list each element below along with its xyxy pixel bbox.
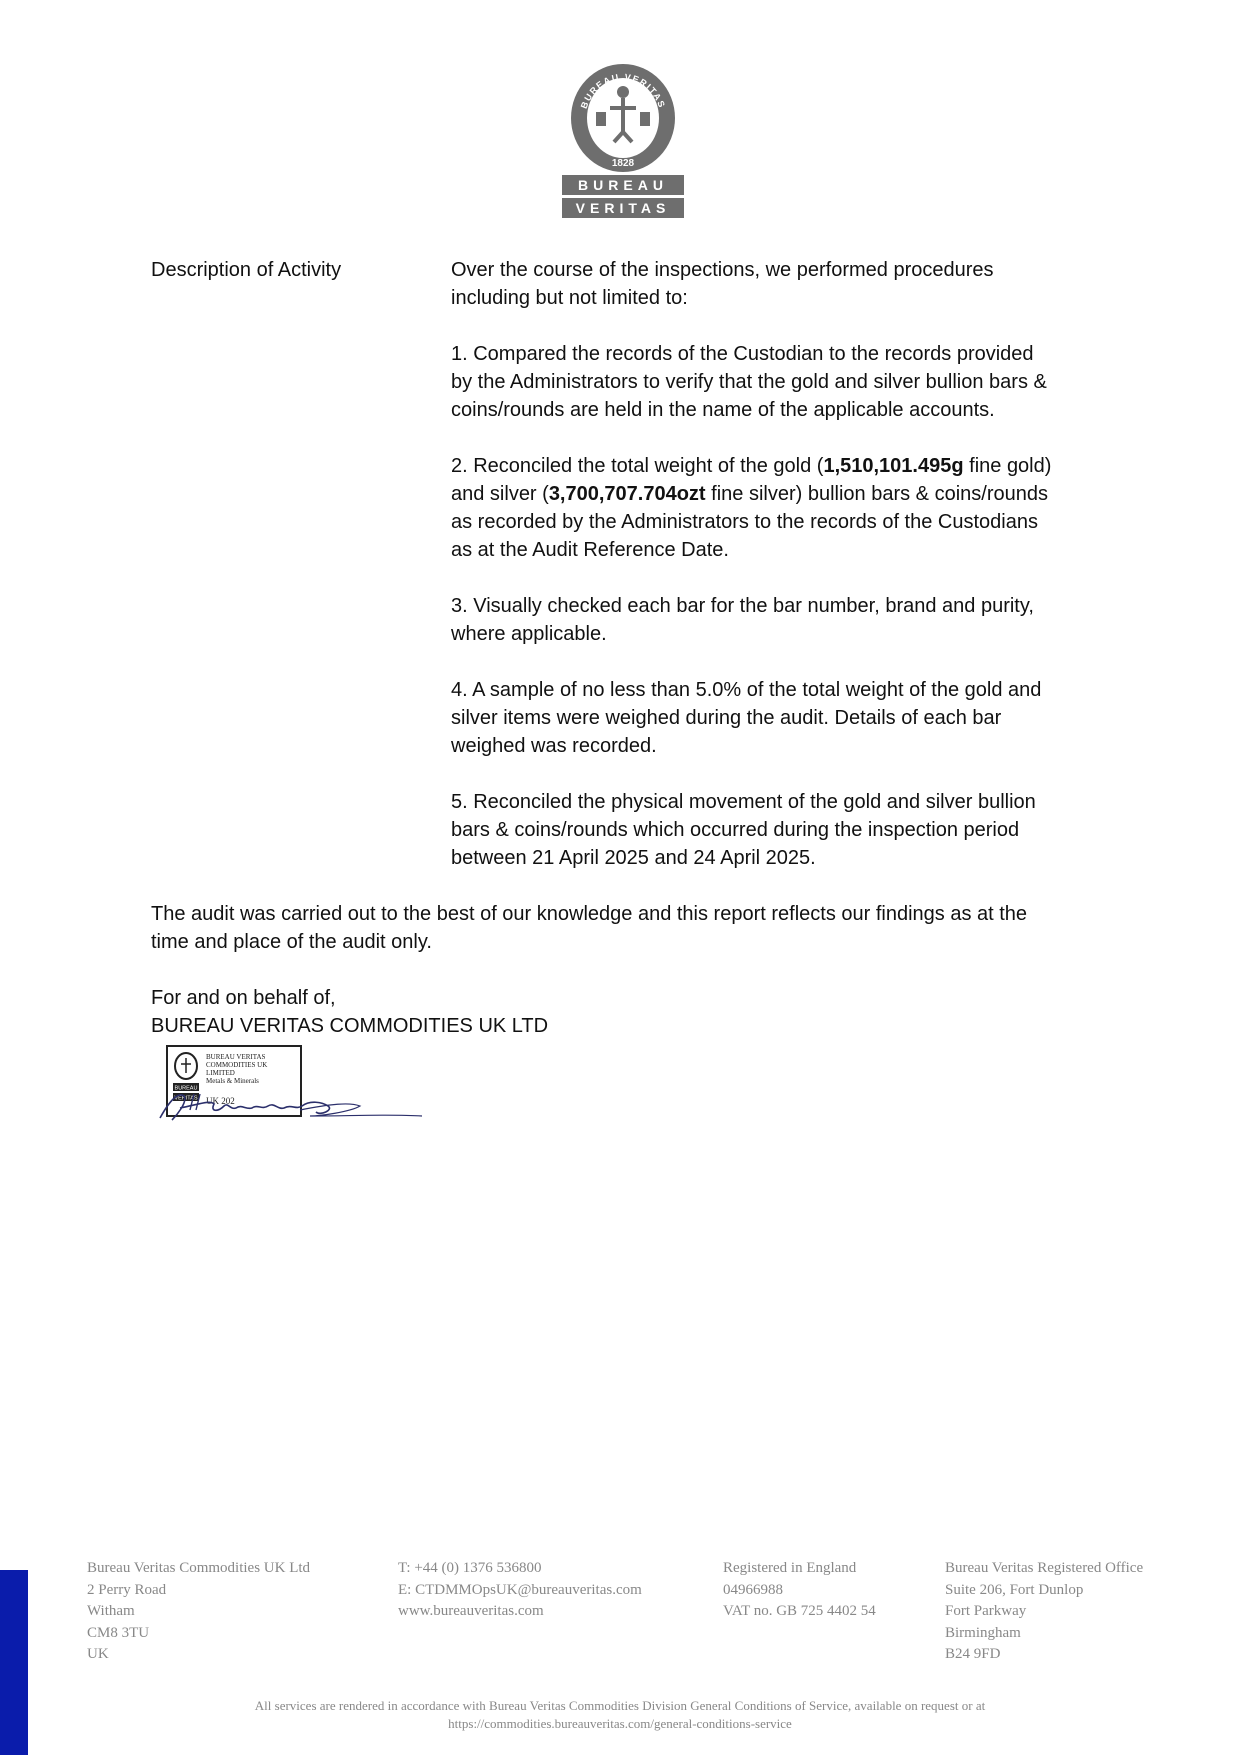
- footer-registered-office: Bureau Veritas Registered Office Suite 206, Fort Dunlop Fort Parkway Birmingham B24 9FD: [945, 1560, 1144, 1662]
- svg-text:VERITAS: VERITAS: [174, 1095, 198, 1102]
- procedure-item-3: 3. Visually checked each bar for the bar number, brand and purity, where applicable.: [451, 595, 1034, 645]
- activity-description: [451, 256, 1111, 900]
- stamp-and-signature: [150, 1040, 430, 1140]
- procedure-item-2: 2. Reconciled the total weight of the gold (1,510,101.495g fine gold) and silver (3,700,707.704ozt fine silver) bullion bars & coins/rounds as recorded by the Administrators to the records of the Custodians as at the Audit Reference Date.: [451, 455, 1052, 561]
- footer-accent-bar: [0, 1570, 28, 1755]
- activity-intro: Over the course of the inspections, we performed procedures including but not limited to:: [451, 259, 994, 309]
- svg-text:BUREAU: BUREAU: [174, 1085, 198, 1092]
- procedure-item-5: 5. Reconciled the physical movement of the gold and silver bullion bars & coins/rounds which occurred during the inspection period between 21 April 2025 and 24 April 2025.: [451, 791, 1036, 869]
- stamp-code: UK 202: [206, 1096, 235, 1106]
- logo-word-veritas: VERITAS: [562, 198, 684, 218]
- bureau-veritas-logo: [562, 62, 684, 218]
- svg-text:BUREAU VERITAS: BUREAU VERITAS: [578, 71, 668, 110]
- stamp-text: BUREAU VERITAS COMMODITIES UK LIMITED Metals & Minerals: [206, 1053, 268, 1085]
- on-behalf-line: For and on behalf of,: [151, 987, 336, 1009]
- footer-registration: Registered in England 04966988 VAT no. GB 725 4402 54: [723, 1560, 876, 1619]
- activity-label: Description of Activity: [151, 259, 342, 281]
- logo-seal-icon: [562, 62, 684, 172]
- procedure-item-1: 1. Compared the records of the Custodian to the records provided by the Administrators to verify that the gold and silver bullion bars & coins/rounds are held in the name of the applicable accounts.: [451, 343, 1047, 421]
- procedure-item-4: 4. A sample of no less than 5.0% of the total weight of the gold and silver items were weighed during the audit. Details of each bar weighed was recorded.: [451, 679, 1042, 757]
- audit-statement: The audit was carried out to the best of our knowledge and this report reflects our findings as at the time and place of the audit only.: [151, 903, 1028, 953]
- gold-weight: 1,510,101.495g: [823, 455, 964, 477]
- handwritten-signature: [150, 1080, 430, 1130]
- footer-contact: T: +44 (0) 1376 536800 E: CTDMMOpsUK@bureauveritas.com www.bureauveritas.com: [398, 1560, 642, 1619]
- footer-conditions-note: All services are rendered in accordance with Bureau Veritas Commodities Division General Conditions of Service, available on request or at https://commodities.bureauveritas.com/general-conditions-service: [254, 1698, 986, 1731]
- logo-word-bureau: BUREAU: [562, 175, 684, 195]
- silver-weight: 3,700,707.704ozt: [548, 483, 706, 505]
- svg-text:1828: 1828: [611, 158, 635, 169]
- footer-company-address: Bureau Veritas Commodities UK Ltd 2 Perry Road Witham CM8 3TU UK: [87, 1560, 311, 1662]
- company-name: BUREAU VERITAS COMMODITIES UK LTD: [151, 1015, 549, 1037]
- closing-section: [151, 900, 1111, 1040]
